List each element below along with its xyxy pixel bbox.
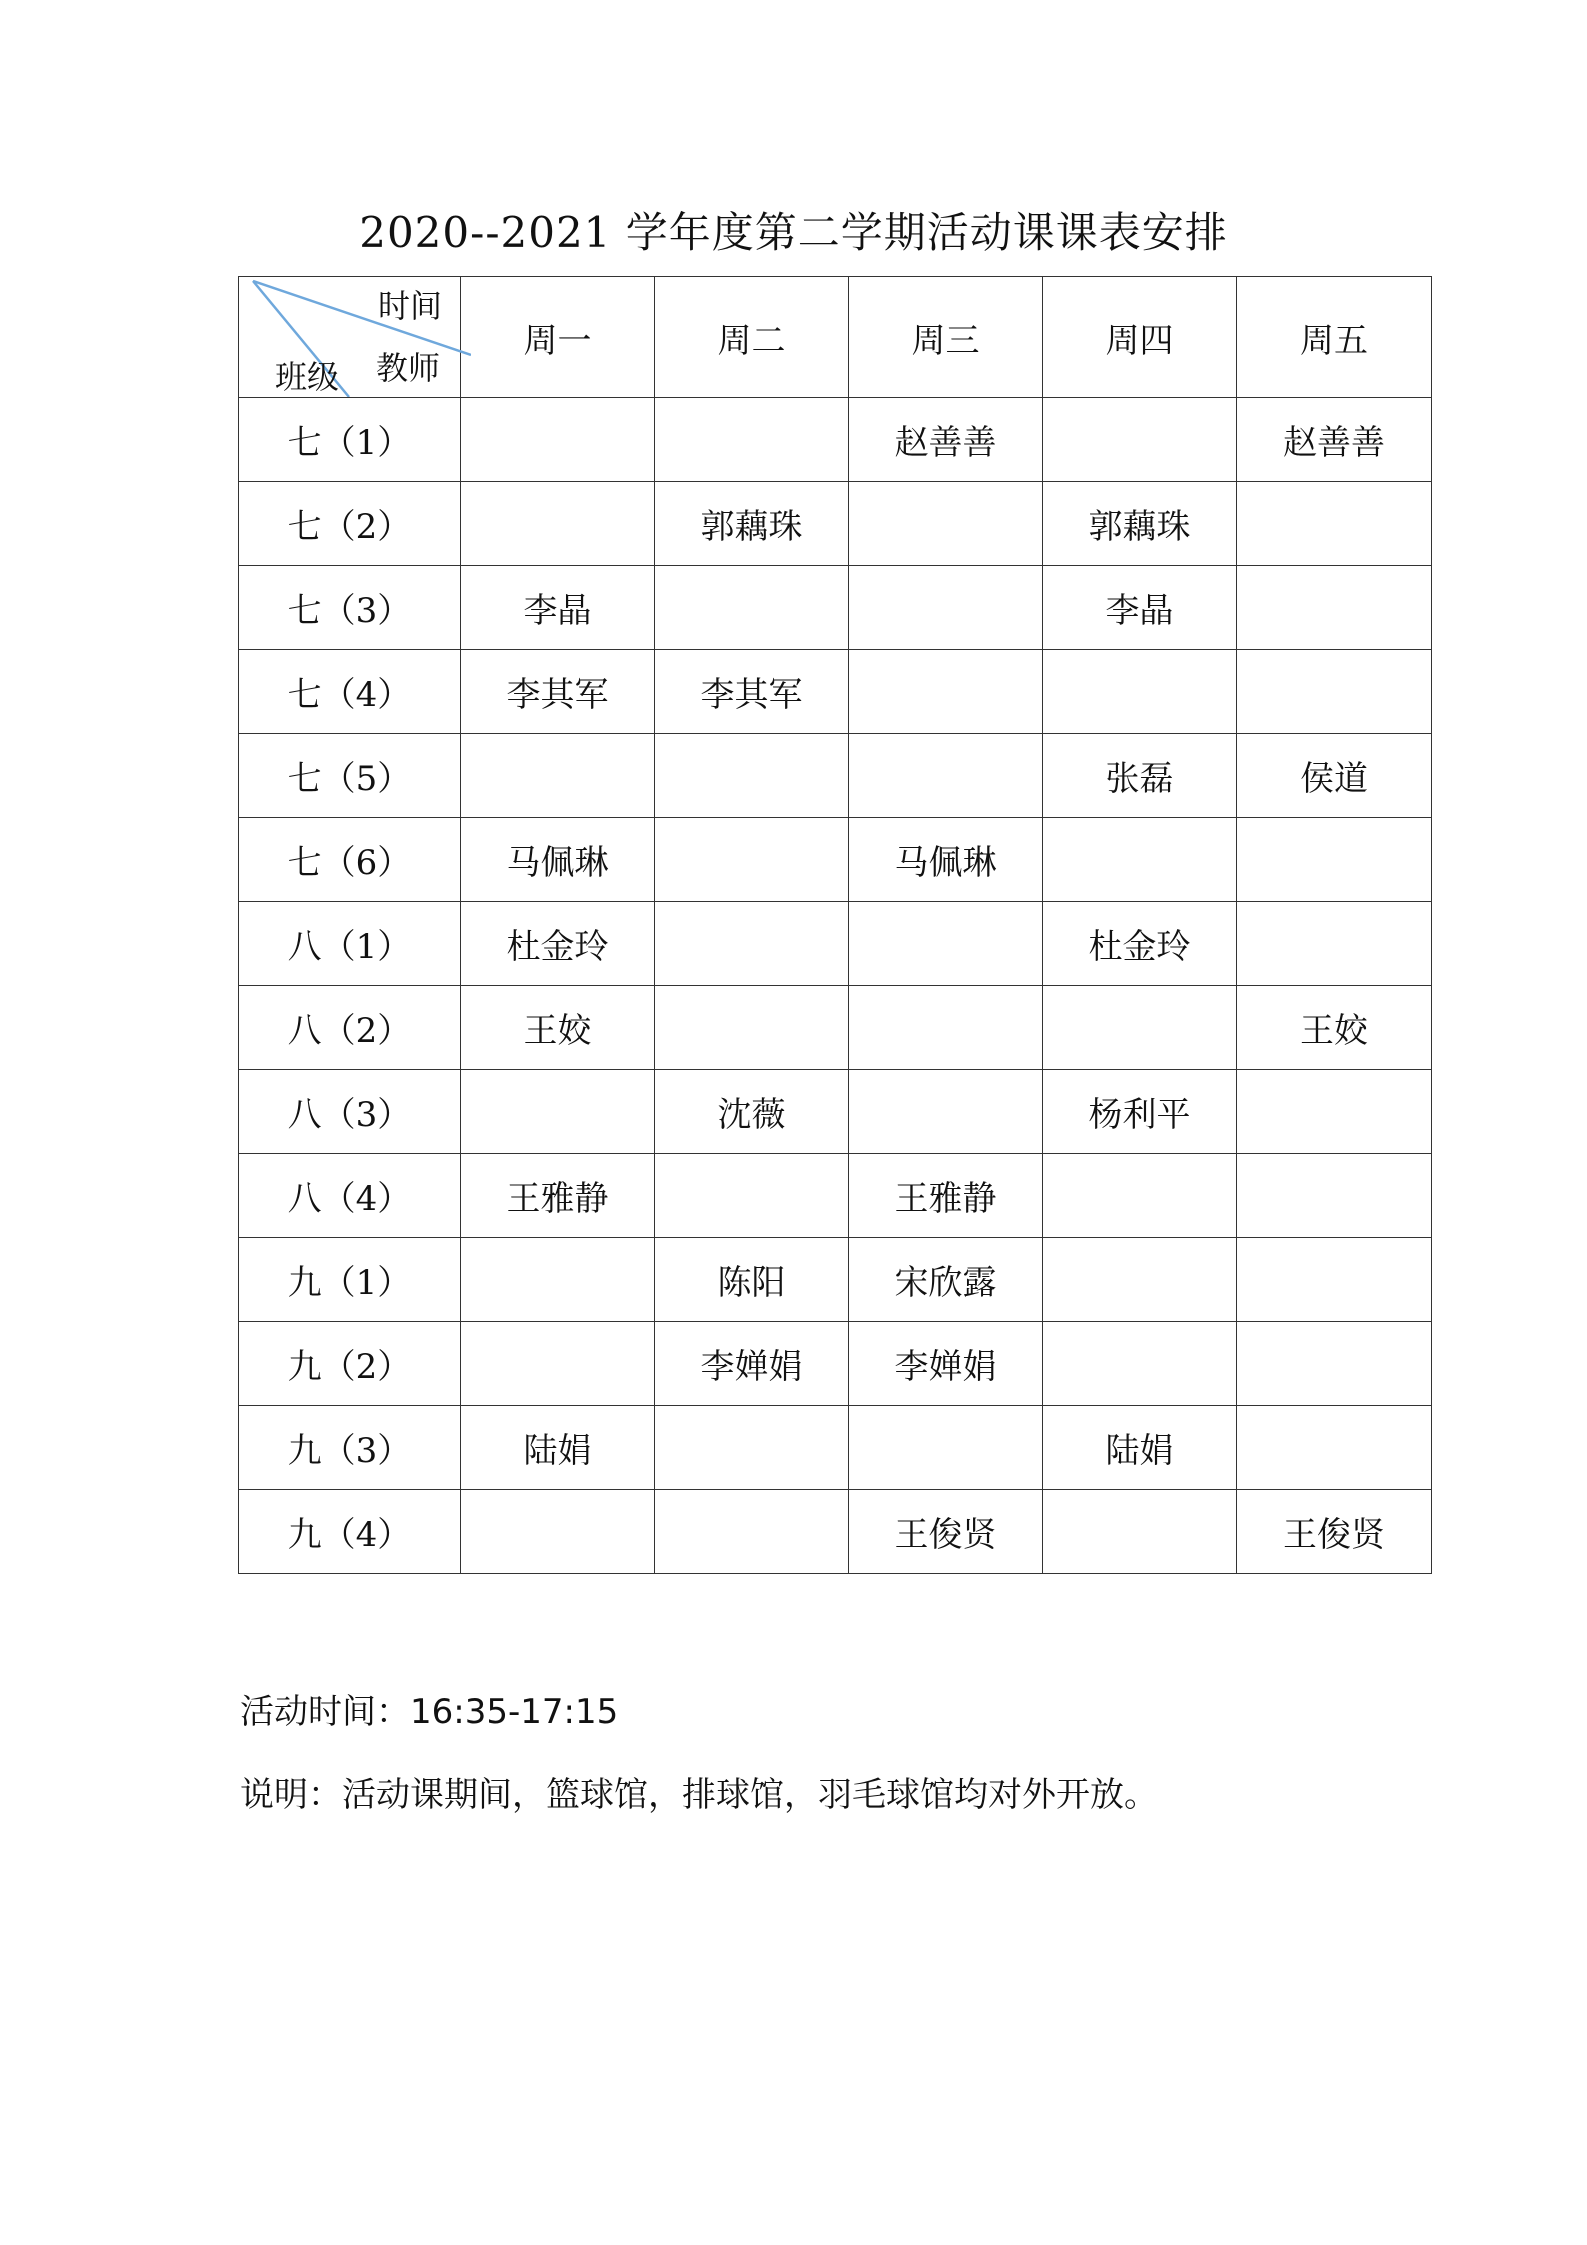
teacher-cell [1043, 1238, 1237, 1322]
class-cell: 七（4） [239, 650, 461, 734]
day-header: 周三 [849, 277, 1043, 398]
teacher-cell: 杜金玲 [1043, 902, 1237, 986]
teacher-cell [655, 566, 849, 650]
class-cell: 九（3） [239, 1406, 461, 1490]
table-row [239, 1322, 1432, 1406]
teacher-cell: 王姣 [461, 986, 655, 1070]
corner-label-teacher: 教师 [375, 349, 440, 387]
table-row [239, 1238, 1432, 1322]
teacher-cell [655, 734, 849, 818]
class-cell: 八（1） [239, 902, 461, 986]
teacher-cell [461, 1490, 655, 1574]
class-cell: 八（3） [239, 1070, 461, 1154]
teacher-cell: 杜金玲 [461, 902, 655, 986]
table-row [239, 734, 1432, 818]
table-row [239, 1154, 1432, 1238]
teacher-cell [1043, 818, 1237, 902]
table-row [239, 902, 1432, 986]
teacher-cell: 陆娟 [461, 1406, 655, 1490]
teacher-cell [1237, 1406, 1432, 1490]
teacher-cell [849, 734, 1043, 818]
note-text: 说明：活动课期间，篮球馆，排球馆，羽毛球馆均对外开放。 [240, 1775, 1158, 1815]
class-cell: 八（4） [239, 1154, 461, 1238]
teacher-cell [1237, 1070, 1432, 1154]
table-row [239, 482, 1432, 566]
teacher-cell [849, 986, 1043, 1070]
teacher-cell: 王姣 [1237, 986, 1432, 1070]
teacher-cell [849, 1406, 1043, 1490]
teacher-cell [461, 482, 655, 566]
teacher-cell: 陈阳 [655, 1238, 849, 1322]
class-cell: 七（3） [239, 566, 461, 650]
table-row [239, 398, 1432, 482]
teacher-cell [655, 818, 849, 902]
activity-time-text: 活动时间：16:35-17:15 [240, 1692, 619, 1732]
teacher-cell [655, 1490, 849, 1574]
teacher-cell [1237, 650, 1432, 734]
class-cell: 九（4） [239, 1490, 461, 1574]
teacher-cell [655, 986, 849, 1070]
teacher-cell [849, 650, 1043, 734]
teacher-cell [1237, 482, 1432, 566]
teacher-cell [849, 566, 1043, 650]
teacher-cell [655, 398, 849, 482]
teacher-cell: 宋欣露 [849, 1238, 1043, 1322]
teacher-cell: 沈薇 [655, 1070, 849, 1154]
teacher-cell [461, 1322, 655, 1406]
teacher-cell [1043, 1322, 1237, 1406]
teacher-cell [849, 902, 1043, 986]
day-header: 周五 [1237, 277, 1432, 398]
teacher-cell: 李其军 [461, 650, 655, 734]
class-cell: 八（2） [239, 986, 461, 1070]
teacher-cell: 马佩琳 [849, 818, 1043, 902]
teacher-cell [655, 902, 849, 986]
table-row [239, 1406, 1432, 1490]
teacher-cell [1043, 650, 1237, 734]
teacher-cell [1237, 566, 1432, 650]
teacher-cell: 侯道 [1237, 734, 1432, 818]
teacher-cell [655, 1406, 849, 1490]
class-cell: 七（5） [239, 734, 461, 818]
table-row [239, 1070, 1432, 1154]
class-cell: 七（1） [239, 398, 461, 482]
teacher-cell: 张磊 [1043, 734, 1237, 818]
teacher-cell: 李其军 [655, 650, 849, 734]
teacher-cell [1043, 986, 1237, 1070]
teacher-cell [461, 1070, 655, 1154]
teacher-cell: 王雅静 [849, 1154, 1043, 1238]
corner-label-time: 时间 [377, 287, 442, 325]
teacher-cell [1043, 1490, 1237, 1574]
day-header: 周四 [1043, 277, 1237, 398]
teacher-cell [461, 734, 655, 818]
teacher-cell [849, 482, 1043, 566]
table-row [239, 650, 1432, 734]
teacher-cell [655, 1154, 849, 1238]
teacher-cell [461, 398, 655, 482]
table-body [239, 398, 1432, 1574]
teacher-cell: 王雅静 [461, 1154, 655, 1238]
teacher-cell [1043, 1154, 1237, 1238]
table-header-row [239, 277, 1432, 398]
teacher-cell: 郭藕珠 [655, 482, 849, 566]
schedule-table [238, 276, 1432, 1574]
teacher-cell: 李婵娟 [849, 1322, 1043, 1406]
teacher-cell [1237, 902, 1432, 986]
page-title: 2020--2021 学年度第二学期活动课课表安排 [359, 208, 1228, 257]
teacher-cell: 李婵娟 [655, 1322, 849, 1406]
table-row [239, 1490, 1432, 1574]
class-cell: 七（2） [239, 482, 461, 566]
day-header: 周二 [655, 277, 849, 398]
table-row [239, 818, 1432, 902]
teacher-cell: 郭藕珠 [1043, 482, 1237, 566]
teacher-cell: 赵善善 [1237, 398, 1432, 482]
teacher-cell [1237, 1154, 1432, 1238]
teacher-cell [1237, 1238, 1432, 1322]
teacher-cell: 赵善善 [849, 398, 1043, 482]
class-cell: 七（6） [239, 818, 461, 902]
day-header: 周一 [461, 277, 655, 398]
teacher-cell: 马佩琳 [461, 818, 655, 902]
teacher-cell: 陆娟 [1043, 1406, 1237, 1490]
class-cell: 九（2） [239, 1322, 461, 1406]
teacher-cell [1043, 398, 1237, 482]
teacher-cell: 王俊贤 [1237, 1490, 1432, 1574]
teacher-cell: 王俊贤 [849, 1490, 1043, 1574]
table-row [239, 986, 1432, 1070]
corner-header-cell [239, 277, 461, 398]
teacher-cell: 杨利平 [1043, 1070, 1237, 1154]
class-cell: 九（1） [239, 1238, 461, 1322]
teacher-cell [461, 1238, 655, 1322]
teacher-cell [1237, 818, 1432, 902]
teacher-cell [849, 1070, 1043, 1154]
teacher-cell [1237, 1322, 1432, 1406]
teacher-cell: 李晶 [1043, 566, 1237, 650]
teacher-cell: 李晶 [461, 566, 655, 650]
table-row [239, 566, 1432, 650]
corner-label-class: 班级 [275, 358, 340, 396]
